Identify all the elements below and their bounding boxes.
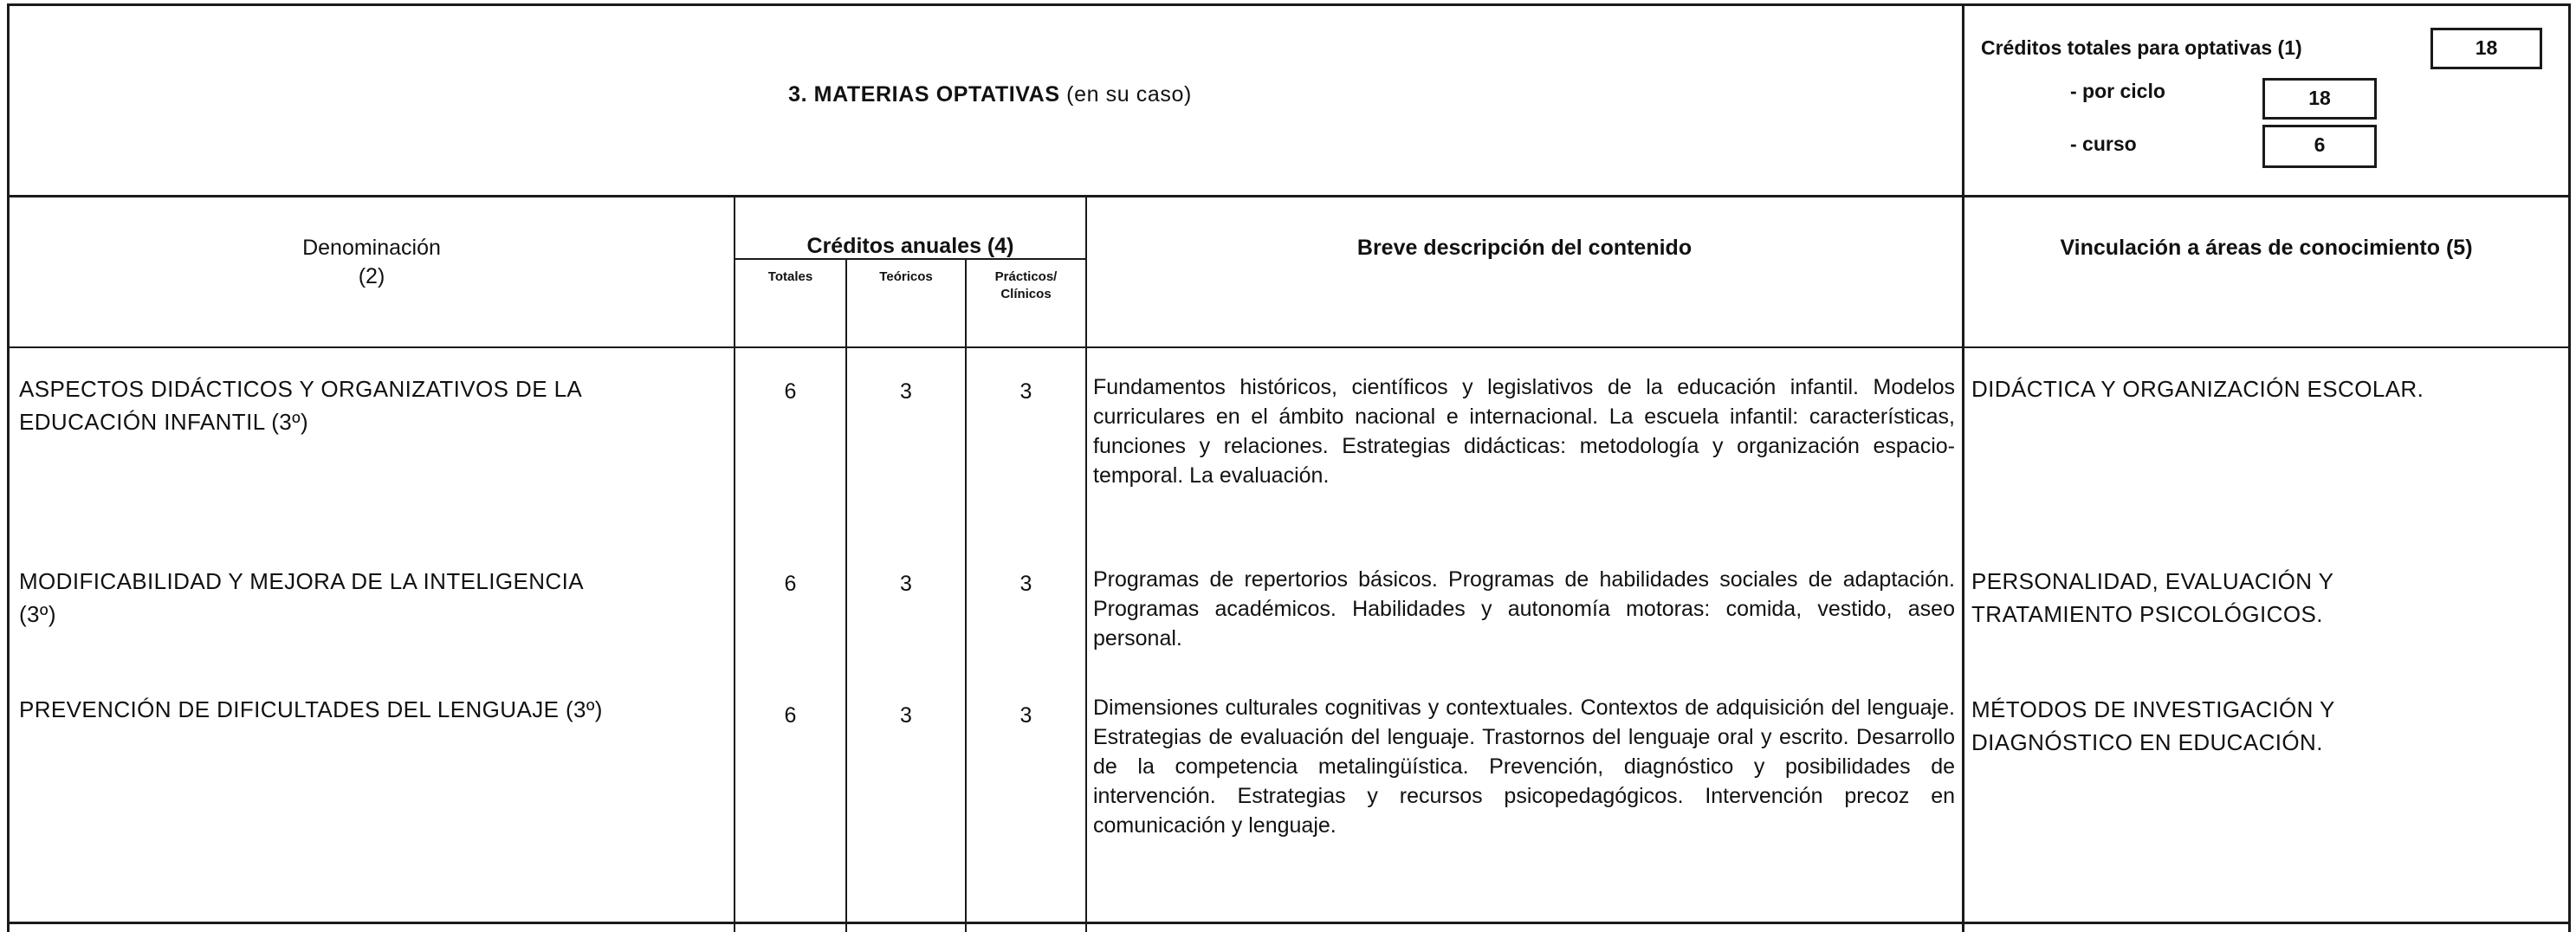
credits-total-value: 18 — [2430, 28, 2542, 69]
header-denominacion-label: Denominación — [302, 236, 441, 260]
row-2-area-line1: PERSONALIDAD, EVALUACIÓN Y — [1971, 568, 2334, 594]
credits-curso-label: - curso — [2070, 133, 2137, 155]
row-2-area-line2: TRATAMIENTO PSICOLÓGICOS. — [1971, 601, 2323, 627]
row-1-name-line1: ASPECTOS DIDÁCTICOS Y ORGANIZATIVOS DE LA — [19, 376, 583, 402]
header-vinculacion: Vinculación a áreas de conocimiento (5) — [2060, 236, 2473, 260]
header-practicos-line2: Clínicos — [1000, 287, 1052, 301]
row-2-denominacion — [19, 565, 729, 631]
row-1-teoricos: 3 — [900, 379, 912, 404]
row-1-denominacion — [19, 372, 729, 438]
row-2-name-line1: MODIFICABILIDAD Y MEJORA DE LA INTELIGENCIA — [19, 568, 584, 594]
header-practicos-line1: Prácticos/ — [994, 269, 1058, 284]
header-denominacion-note: (2) — [358, 264, 385, 288]
header-creditos: Créditos anuales (4) — [806, 234, 1014, 258]
row-2-totales: 6 — [784, 572, 797, 596]
row-1-name-line2: EDUCACIÓN INFANTIL (3º) — [19, 409, 309, 435]
row-3-area-line1: MÉTODOS DE INVESTIGACIÓN Y — [1971, 696, 2335, 722]
section-title-main: 3. MATERIAS OPTATIVAS — [788, 82, 1060, 107]
col-divider-denominacion — [734, 195, 735, 932]
row-1-area — [1971, 372, 2560, 405]
credits-total-label: Créditos totales para optativas (1) — [1981, 36, 2302, 59]
credits-curso-value: 6 — [2262, 125, 2377, 168]
header-descripcion: Breve descripción del contenido — [1356, 236, 1693, 260]
row-3-practicos: 3 — [1019, 703, 1032, 728]
col-divider-vinculacion — [1962, 195, 1964, 932]
bottom-border — [7, 922, 2571, 924]
header-denominacion — [10, 234, 734, 291]
row-2-area — [1971, 565, 2560, 631]
header-practicos — [967, 269, 1085, 303]
section-title — [19, 82, 1961, 107]
right-border — [2568, 3, 2571, 932]
header-divider — [7, 346, 2571, 348]
left-border — [7, 3, 10, 932]
row-1-description: Fundamentos históricos, científicos y legislativos de la educación infantil. Modelos curriculares en el ámbito nacional e internacional. La escuela infantil: características, funciones y relaciones. Estrategias didácticas: metodología y organización espacio-temporal. La evaluación. — [1093, 375, 1955, 488]
row-3-name-line1: PREVENCIÓN DE DIFICULTADES DEL LENGUAJE (3º) — [19, 696, 603, 722]
col-divider-descripcion — [1085, 195, 1087, 932]
row-2-practicos: 3 — [1019, 572, 1032, 596]
row-1-practicos: 3 — [1019, 379, 1032, 404]
row-2-teoricos: 3 — [900, 572, 912, 596]
row-2-description: Programas de repertorios básicos. Programas de habilidades sociales de adaptación. Programas académicos. Habilidades y autonomía motoras: comida, vestido, aseo personal. — [1093, 567, 1955, 650]
row-1-area-line1: DIDÁCTICA Y ORGANIZACIÓN ESCOLAR. — [1971, 376, 2424, 402]
row-3-area — [1971, 693, 2560, 759]
top-border — [7, 3, 2571, 6]
row-3-totales: 6 — [784, 703, 797, 728]
credits-box-divider — [1962, 3, 1964, 197]
header-totales: Totales — [767, 269, 813, 284]
row-1-totales: 6 — [784, 379, 797, 404]
row-2-name-line2: (3º) — [19, 601, 56, 627]
row-3-denominacion — [19, 693, 729, 726]
header-teoricos: Teóricos — [879, 269, 933, 284]
row-3-description: Dimensiones culturales cognitivas y contextuales. Contextos de adquisición del lenguaje. Estrategias de evaluación del lenguaje. Trastornos del lenguaje oral y escrito. Desarrollo de la competencia metalingüística. Prevención, diagnóstico y posibilidades de intervención. Estrategias y recursos psicopedagógicos. Intervención precoz en comunicación y lenguaje. — [1093, 696, 1955, 838]
row-3-teoricos: 3 — [900, 703, 912, 728]
credits-ciclo-value: 18 — [2262, 78, 2377, 120]
section-divider — [7, 195, 2571, 197]
section-title-suffix: (en su caso) — [1066, 82, 1192, 107]
credits-ciclo-label: - por ciclo — [2070, 80, 2165, 102]
row-3-area-line2: DIAGNÓSTICO EN EDUCACIÓN. — [1971, 729, 2323, 755]
